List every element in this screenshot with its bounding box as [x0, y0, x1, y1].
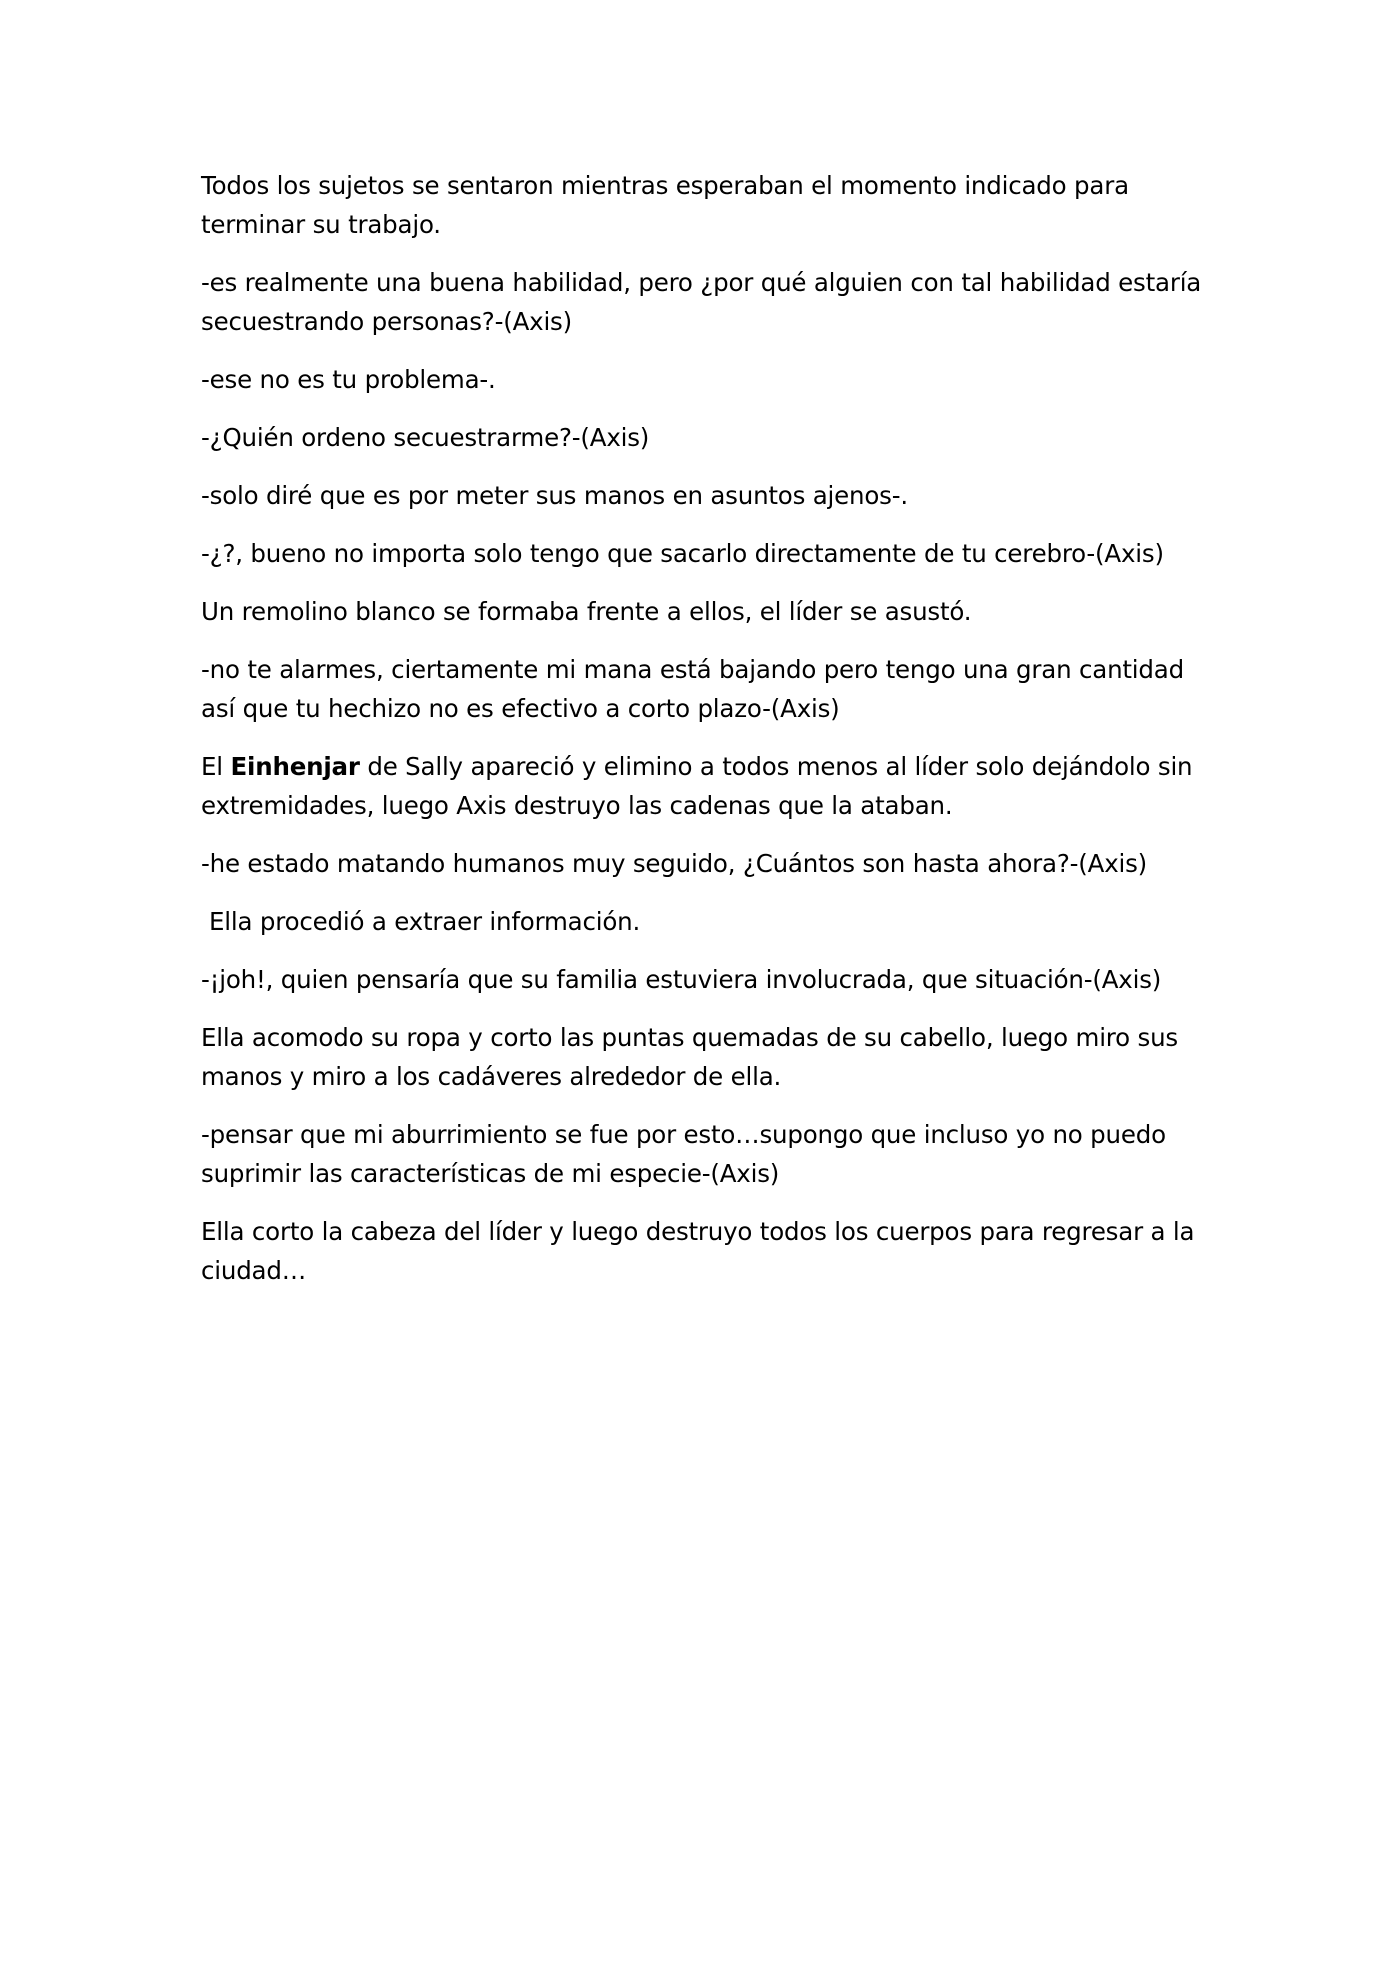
paragraph-15: Ella corto la cabeza del líder y luego destruyo todos los cuerpos para regresar a la ciudad… [201, 1217, 1195, 1285]
paragraph-9 [201, 747, 1211, 825]
paragraph-12: -¡joh!, quien pensaría que su familia estuviera involucrada, que situación-(Axis) [201, 965, 1162, 994]
paragraph-5: -solo diré que es por meter sus manos en asuntos ajenos-. [201, 481, 908, 510]
paragraph-13: Ella acomodo su ropa y corto las puntas quemadas de su cabello, luego miro sus manos y miro a los cadáveres alrededor de ella. [201, 1023, 1178, 1091]
paragraph-6: -¿?, bueno no importa solo tengo que sacarlo directamente de tu cerebro-(Axis) [201, 539, 1164, 568]
paragraph-1: Todos los sujetos se sentaron mientras esperaban el momento indicado para terminar su trabajo. [201, 171, 1129, 239]
paragraph-2: -es realmente una buena habilidad, pero ¿por qué alguien con tal habilidad estaría secuestrando personas?-(Axis) [201, 268, 1202, 336]
document-body [201, 166, 1211, 1309]
paragraph-11: Ella procedió a extraer información. [209, 907, 641, 936]
term-einhenjar: Einhenjar [230, 752, 360, 781]
paragraph-4: -¿Quién ordeno secuestrarme?-(Axis) [201, 423, 650, 452]
paragraph-9-before: El [201, 752, 231, 781]
paragraph-14: -pensar que mi aburrimiento se fue por esto…supongo que incluso yo no puedo suprimir las características de mi especie-(Axis) [201, 1120, 1166, 1188]
paragraph-3: -ese no es tu problema-. [201, 365, 496, 394]
paragraph-7: Un remolino blanco se formaba frente a ellos, el líder se asustó. [201, 597, 972, 626]
paragraph-10: -he estado matando humanos muy seguido, ¿Cuántos son hasta ahora?-(Axis) [201, 849, 1148, 878]
paragraph-9-after: de Sally apareció y elimino a todos menos al líder solo dejándolo sin extremidades, luego Axis destruyo las cadenas que la ataban. [201, 752, 1193, 820]
paragraph-8: -no te alarmes, ciertamente mi mana está bajando pero tengo una gran cantidad así que tu hechizo no es efectivo a corto plazo-(Axis) [201, 655, 1184, 723]
